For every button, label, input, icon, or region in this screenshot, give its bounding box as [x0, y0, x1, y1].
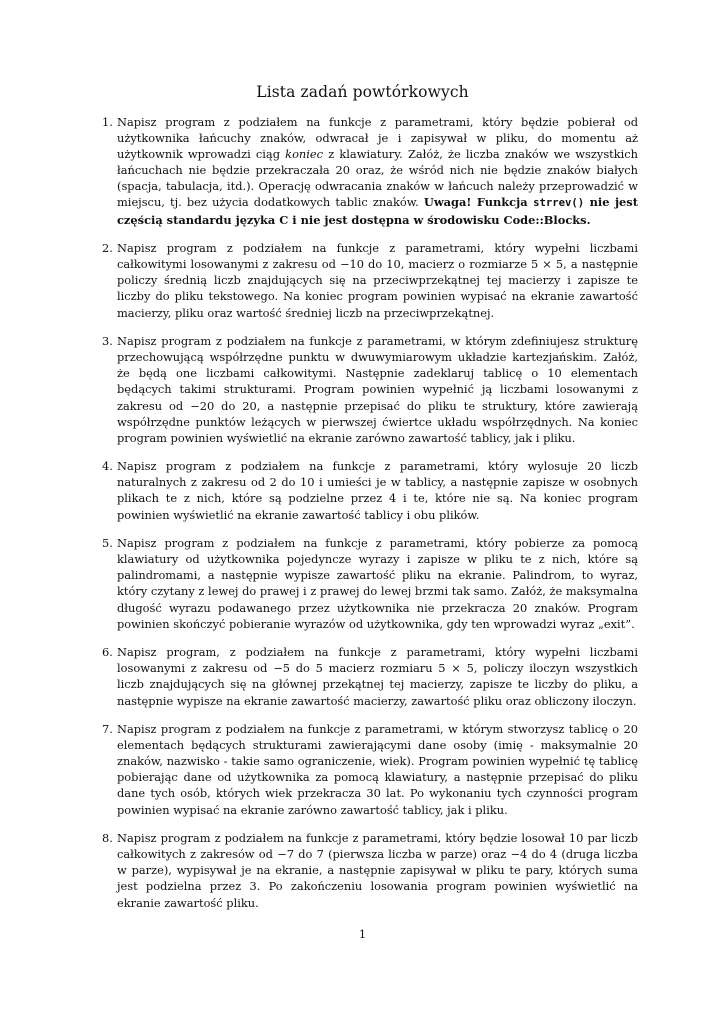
task-item-4 [103, 458, 638, 522]
task-item-2 [103, 240, 638, 320]
task-item-1 [103, 114, 638, 228]
task-text: Napisz program z podziałem na funkcje z parametrami, w którym stworzysz tablicę o 20 elementach będących strukturami zawierającymi dane osoby (imię - maksymalnie 20 znaków, nazwisko - takie samo ograniczenie, wiek). Program powinien wypełnić tę tablicę pobierając dane od użytkownika za pomocą klawiatury, a następnie przepisać do pliku dane tych osób, których wiek przekracza 30 lat. Po wykonaniu tych czynności program powinien wypisać na ekranie zarówno zawartość tablicy, jak i pliku. [117, 722, 638, 817]
task-number: 6. [102, 645, 113, 660]
task-text: Napisz program z podziałem na funkcje z parametrami, który będzie losował 10 par liczb całkowitych z zakresów od −7 do 7 (pierwsza liczba w parze) oraz −4 do 4 (druga liczba w parze), wypisywał je na ekranie, a następnie zapisywał w pliku te pary, których suma jest podzielna przez 3. Po zakończeniu losowania program powinien wyświetlić na ekranie zawartość pliku. [117, 831, 638, 910]
task-text: Napisz program z podziałem na funkcje z parametrami, który pobierze za pomocą klawiatury od użytkownika pojedyncze wyrazy i zapisze w pliku te z nich, które są palindromami, a następnie wypisze zawartość pliku na ekranie. Palindrom, to wyraz, który czytany z lewej do prawej i z prawej do lewej brzmi tak samo. Załóż, że maksymalna długość wyrazu podawanego przez użytkownika nie przekracza 20 znaków. Program powinien skończyć pobieranie wyrazów od użytkownika, gdy ten wprowadzi wyraz „exit”. [117, 536, 638, 631]
task-text-part: Napisz program z podziałem na funkcje z parametrami, który będzie pobierał od użytkownika łańcuchy znaków, odwracał je i zapisywał w pliku, do momentu aż użytkownik wprowadzi ciąg [117, 115, 638, 162]
task-code: strrev() [533, 197, 585, 210]
task-emphasis: koniec [285, 147, 324, 162]
task-text: Napisz program z podziałem na funkcje z parametrami, który wypełni liczbami całkowitymi losowanymi z zakresu od −10 do 10, macierz o rozmiarze 5 × 5, a następnie policzy średnią liczb znajdujących się na przeciwprzekątnej tej macierzy i zapisze te liczby do pliku tekstowego. Na koniec program powinien wypisać na ekranie zawartość macierzy, pliku oraz wartość średniej liczb na przeciwprzekątnej. [117, 241, 638, 320]
task-list [103, 114, 638, 923]
task-number: 2. [102, 241, 113, 256]
task-text: Napisz program z podziałem na funkcje z parametrami, w którym zdefiniujesz strukturę przechowującą współrzędne punktu w dwuwymiarowym układzie kartezjańskim. Załóż, że będą one liczbami całkowitymi. Następnie zadeklaruj tablicę o 10 elementach będących takimi strukturami. Program powinien wypełnić ją liczbami losowanymi z zakresu od −20 do 20, a następnie przepisać do pliku te struktury, które zawierają współrzędne punktów leżących w pierwszej ćwiertce układu współrzędnych. Na koniec program powinien wyświetlić na ekranie zarówno zawartość tablicy, jak i pliku. [117, 334, 638, 445]
page-number: 1 [358, 927, 367, 941]
task-number: 7. [102, 722, 113, 737]
task-item-7 [103, 721, 638, 818]
task-number: 3. [102, 334, 113, 349]
task-text: Napisz program z podziałem na funkcje z parametrami, który wylosuje 20 liczb naturalnych z zakresu od 2 do 10 i umieści je w tablicy, a następnie zapisze w osobnych plikach te z nich, które są podzielne przez 4 i te, które nie są. Na koniec program powinien wyświetlić na ekranie zawartość tablicy i obu plików. [117, 459, 638, 522]
page-title: Lista zadań powtórkowych [256, 83, 469, 101]
task-item-3 [103, 333, 638, 446]
task-text [117, 114, 638, 228]
task-text-part: z klawiatury. Załóż, że liczba znaków we wszystkich łańcuchach nie będzie przekraczała 20 oraz, że wśród nich nie będzie znaków białych (spacja, tabulacja, itd.). Operację odwracania znaków w łańcuch należy przeprowadzić w miejscu, tj. bez użycia dodatkowych tablic znaków. [117, 147, 639, 210]
task-warning: Uwaga! Funkcja [423, 195, 534, 210]
task-text: Napisz program, z podziałem na funkcje z parametrami, który wypełni liczbami losowanymi z zakresu od −5 do 5 macierz rozmiaru 5 × 5, policzy iloczyn wszystkich liczb znajdujących się na głównej przekątnej tej macierzy, zapisze te liczby do pliku, a następnie wypisze na ekranie zawartość macierzy, zawartość pliku oraz obliczony iloczyn. [117, 645, 638, 708]
task-item-6 [103, 644, 638, 708]
task-number: 4. [102, 459, 113, 474]
task-item-5 [103, 535, 638, 632]
task-number: 5. [102, 536, 113, 551]
task-item-8 [103, 830, 638, 910]
task-number: 8. [102, 831, 113, 846]
task-warning: nie jest częścią standardu języka C i nie jest dostępna w środowisku Code::Blocks. [117, 195, 638, 227]
task-number: 1. [102, 115, 113, 129]
